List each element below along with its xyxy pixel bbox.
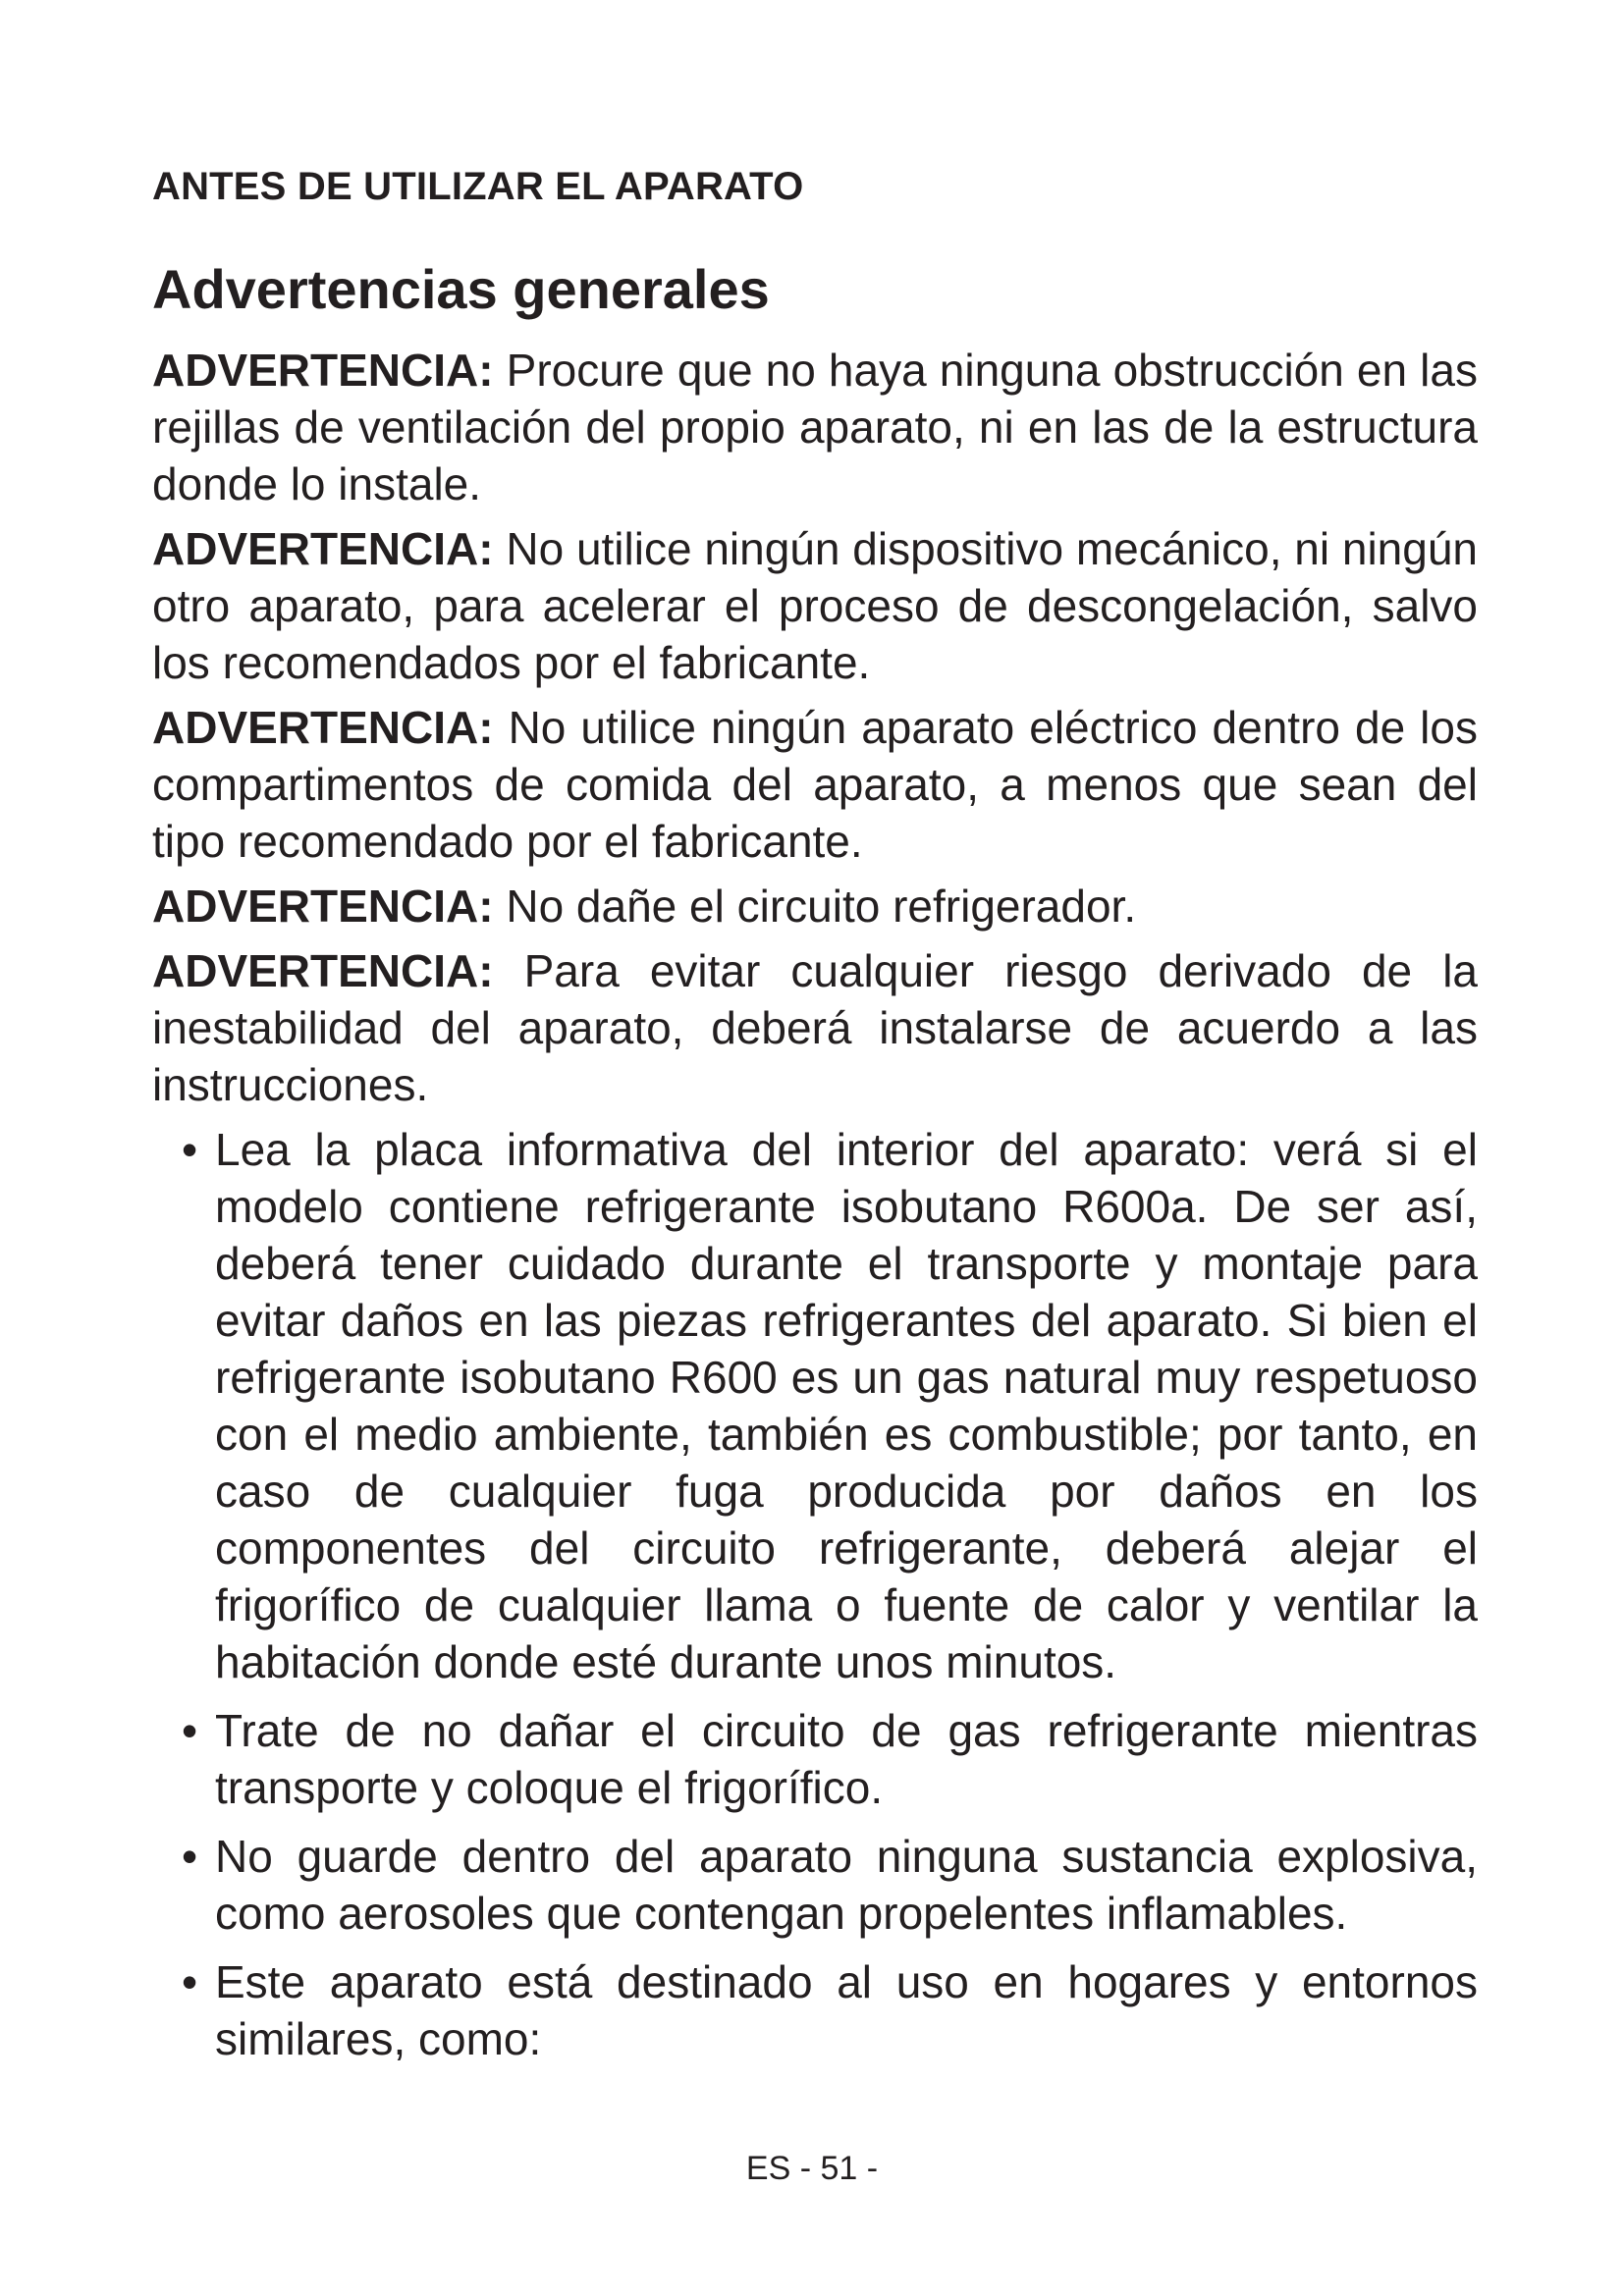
list-item-text: Este aparato está destinado al uso en hogares y entornos similares, como: [215,1956,1478,2064]
section-title: ANTES DE UTILIZAR EL APARATO [152,165,804,208]
list-item [152,1121,1478,1690]
warning-paragraph [152,520,1478,691]
warning-text: No dañe el circuito refrigerador. [493,881,1137,932]
page-subtitle: Advertencias generales [152,258,770,320]
list-item-text: Lea la placa informativa del interior del aparato: verá si el modelo contiene refrigerante isobutano R600a. De ser así, deberá tener cuidado durante el transporte y montaje para evitar daños en las piezas refrigerantes del aparato. Si bien el refrigerante isobutano R600 es un gas natural muy respetuoso con el medio ambiente, también es combustible; por tanto, en caso de cualquier fuga producida por daños en los componentes del circuito refrigerante, deberá alejar el frigorífico de cualquier llama o fuente de calor y ventilar la habitación donde esté durante unos minutos. [215,1124,1478,1687]
bullet-icon: • [182,1956,198,2007]
warning-label: ADVERTENCIA: [152,881,494,932]
warning-label: ADVERTENCIA: [152,702,494,753]
warning-label: ADVERTENCIA: [152,523,494,574]
warning-text: No utilice ningún dispositivo mecánico, ni ningún otro aparato, para acelerar el proceso de descongelación, salvo los recomendados por el fabricante. [152,523,1478,688]
warning-label: ADVERTENCIA: [152,345,494,396]
page-number: ES - 51 - [745,2150,879,2187]
warning-paragraph [152,699,1478,870]
document-body [152,342,1478,2079]
bullet-icon: • [182,1705,198,1756]
list-item [152,1702,1478,1816]
warning-text: Para evitar cualquier riesgo derivado de la inestabilidad del aparato, deberá instalarse de acuerdo a las instrucciones. [152,945,1478,1110]
warning-text: No utilice ningún aparato eléctrico dentro de los compartimentos de comida del aparato, a menos que sean del tipo recomendado por el fabricante. [152,702,1478,867]
warning-paragraph [152,342,1478,512]
list-item [152,1953,1478,2067]
list-item-text: No guarde dentro del aparato ninguna sustancia explosiva, como aerosoles que contengan propelentes inflamables. [215,1831,1478,1939]
bullet-icon: • [182,1124,198,1175]
bullet-list [152,1121,1478,2067]
warning-paragraph [152,878,1478,934]
warning-label: ADVERTENCIA: [152,945,494,996]
warning-text: Procure que no haya ninguna obstrucción en las rejillas de ventilación del propio aparato, ni en las de la estructura donde lo instale. [152,345,1478,509]
warning-paragraph [152,942,1478,1113]
bullet-icon: • [182,1831,198,1882]
list-item [152,1828,1478,1942]
list-item-text: Trate de no dañar el circuito de gas refrigerante mientras transporte y coloque el frigorífico. [215,1705,1478,1813]
